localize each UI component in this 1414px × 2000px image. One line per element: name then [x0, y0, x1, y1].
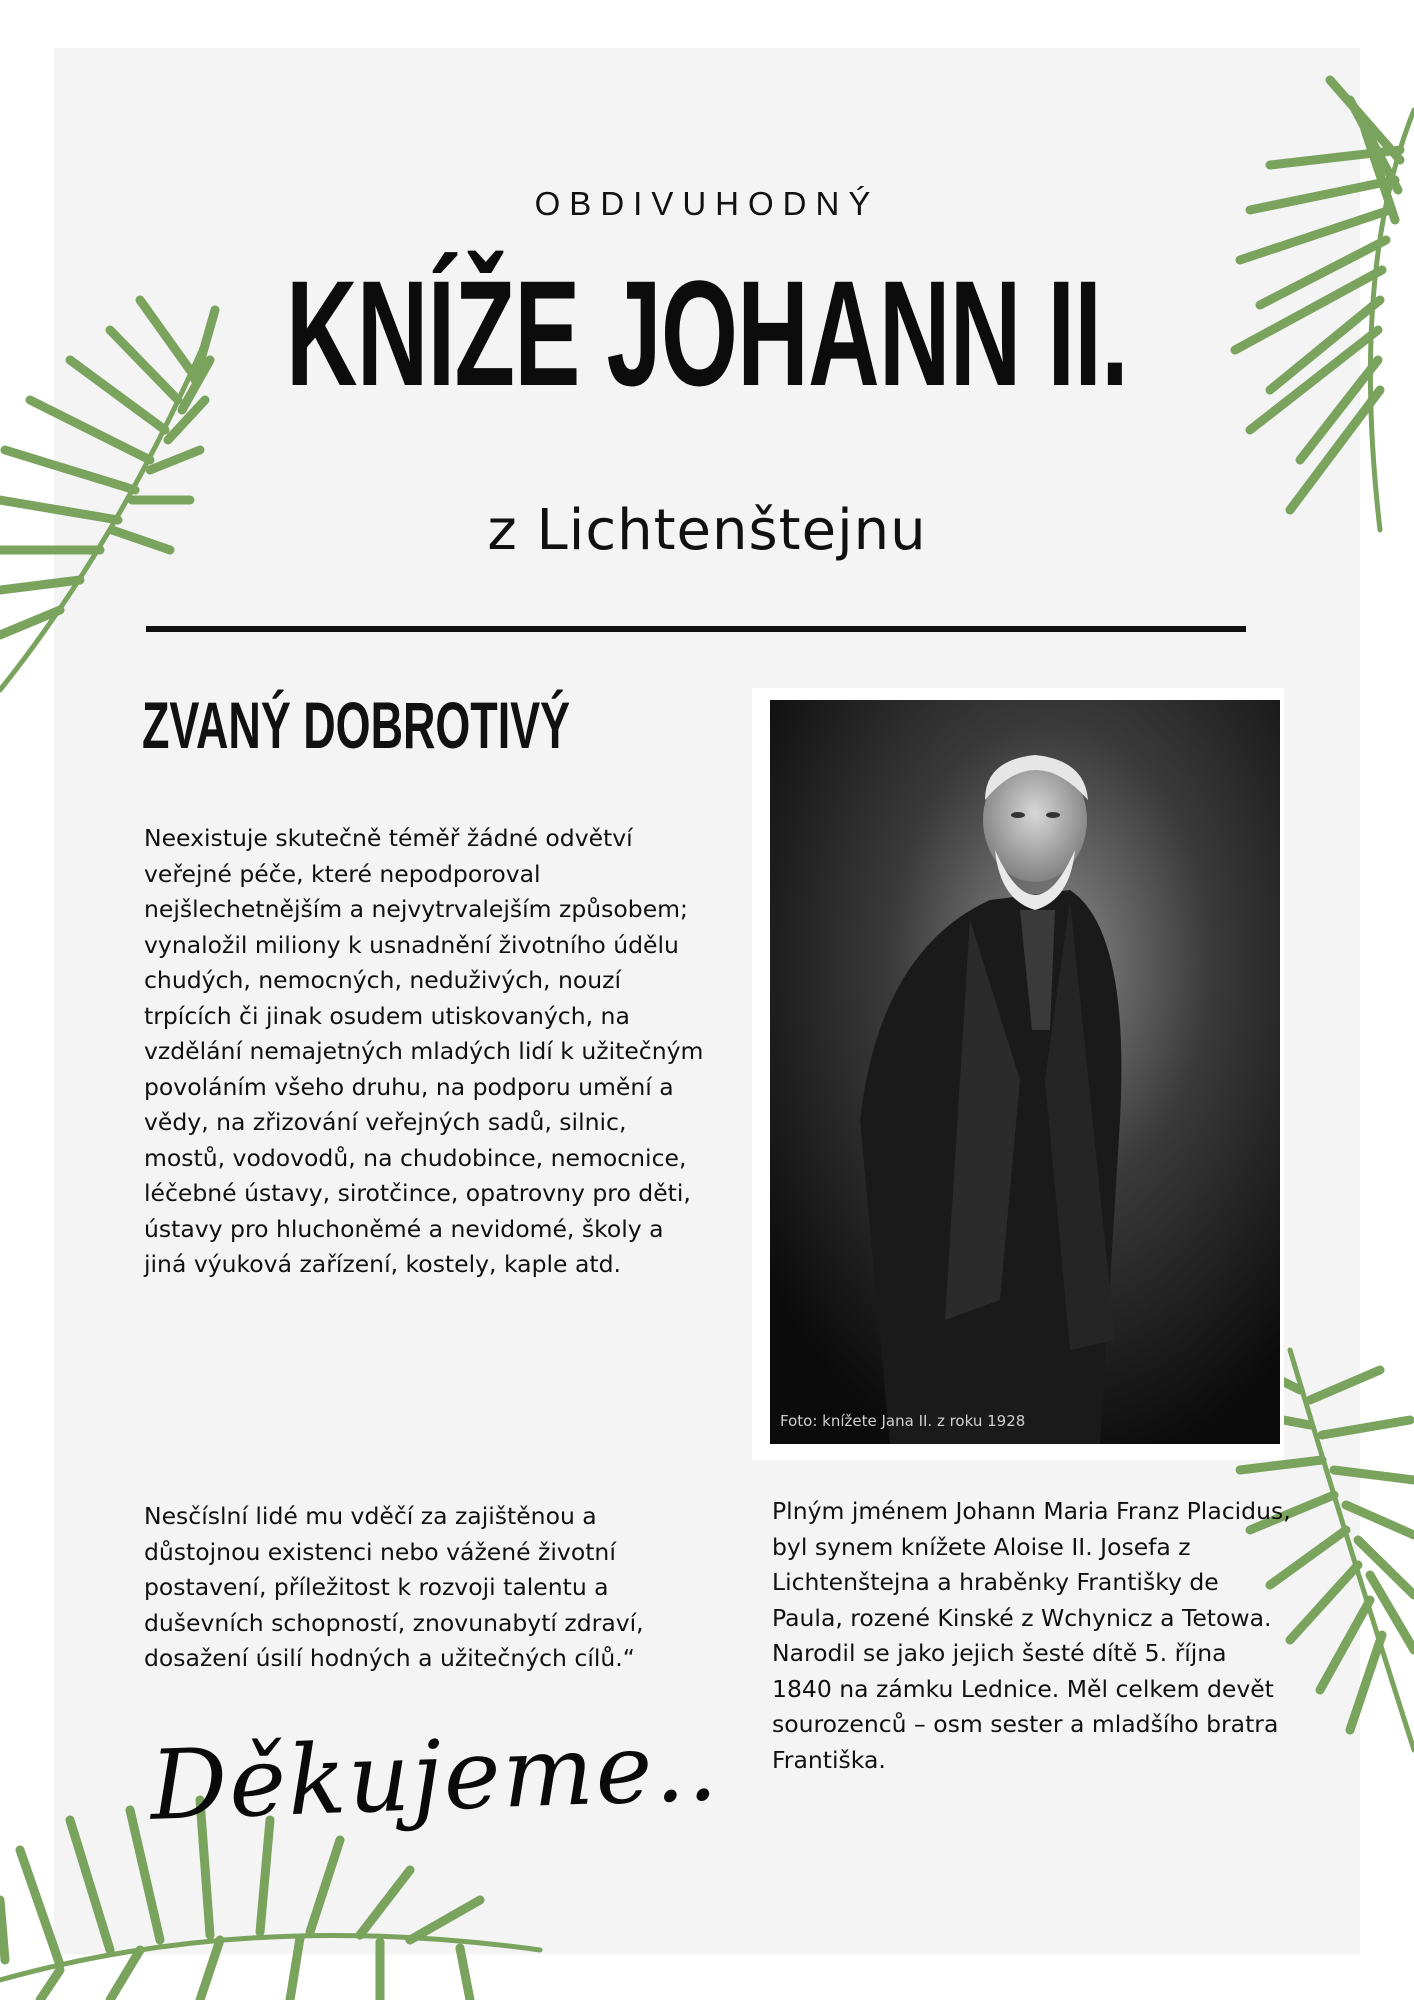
- body-paragraph-3: Plným jménem Johann Maria Franz Placidus, byl synem knížete Aloise II. Josefa z Lichtenštejna a hraběnky Františky de Paula, rozené Kinské z Wchynicz a Tetowa. Narodil se jako jejich šesté dítě 5. října 1840 na zámku Lednice. Měl celkem devět sourozenců – osm sester a mladšího bratra Františka.: [772, 1497, 1291, 1774]
- portrait-photo: [770, 700, 1280, 1444]
- divider: [146, 626, 1246, 632]
- section-heading: ZVANÝ DOBROTIVÝ: [142, 688, 571, 762]
- kicker-label: OBDIVUHODNÝ: [534, 185, 880, 222]
- signature: Děkujeme..: [148, 1710, 722, 1842]
- body-paragraph-1: Neexistuje skutečně téměř žádné odvětví veřejné péče, které nepodporoval nejšlechetnějším a nejvytrvalejším způsobem; vynaložil miliony k usnadnění životního údělu chudých, nemocných, neduživých, nouzí trpících či jinak osudem utiskovaných, na vzdělání nemajetných mladých lidí k užitečným povoláním všeho druhu, na podporu umění a vědy, na zřizování veřejných sadů, silnic, mostů, vodovodů, na chudobince, nemocnice, léčebné ústavy, sirotčince, opatrovny pro děti, ústavy pro hluchoněmé a nevidomé, školy a jiná výuková zařízení, kostely, kaple atd.: [144, 824, 704, 1278]
- page-title: KNÍŽE JOHANN II.: [285, 249, 1129, 417]
- body-paragraph-2: Nesčíslní lidé mu vděčí za zajištěnou a důstojnou existenci nebo vážené životní postavení, příležitost k rozvoji talentu a duševních schopností, znovunabytí zdraví, dosažení úsilí hodných a užitečných cílů.“: [144, 1502, 644, 1672]
- portrait-illustration: [770, 700, 1280, 1444]
- page-subtitle: z Lichtenštejnu: [487, 498, 927, 563]
- photo-caption: Foto: knížete Jana II. z roku 1928: [780, 1412, 1026, 1430]
- palm-leaf-top-right-icon: [1230, 70, 1414, 540]
